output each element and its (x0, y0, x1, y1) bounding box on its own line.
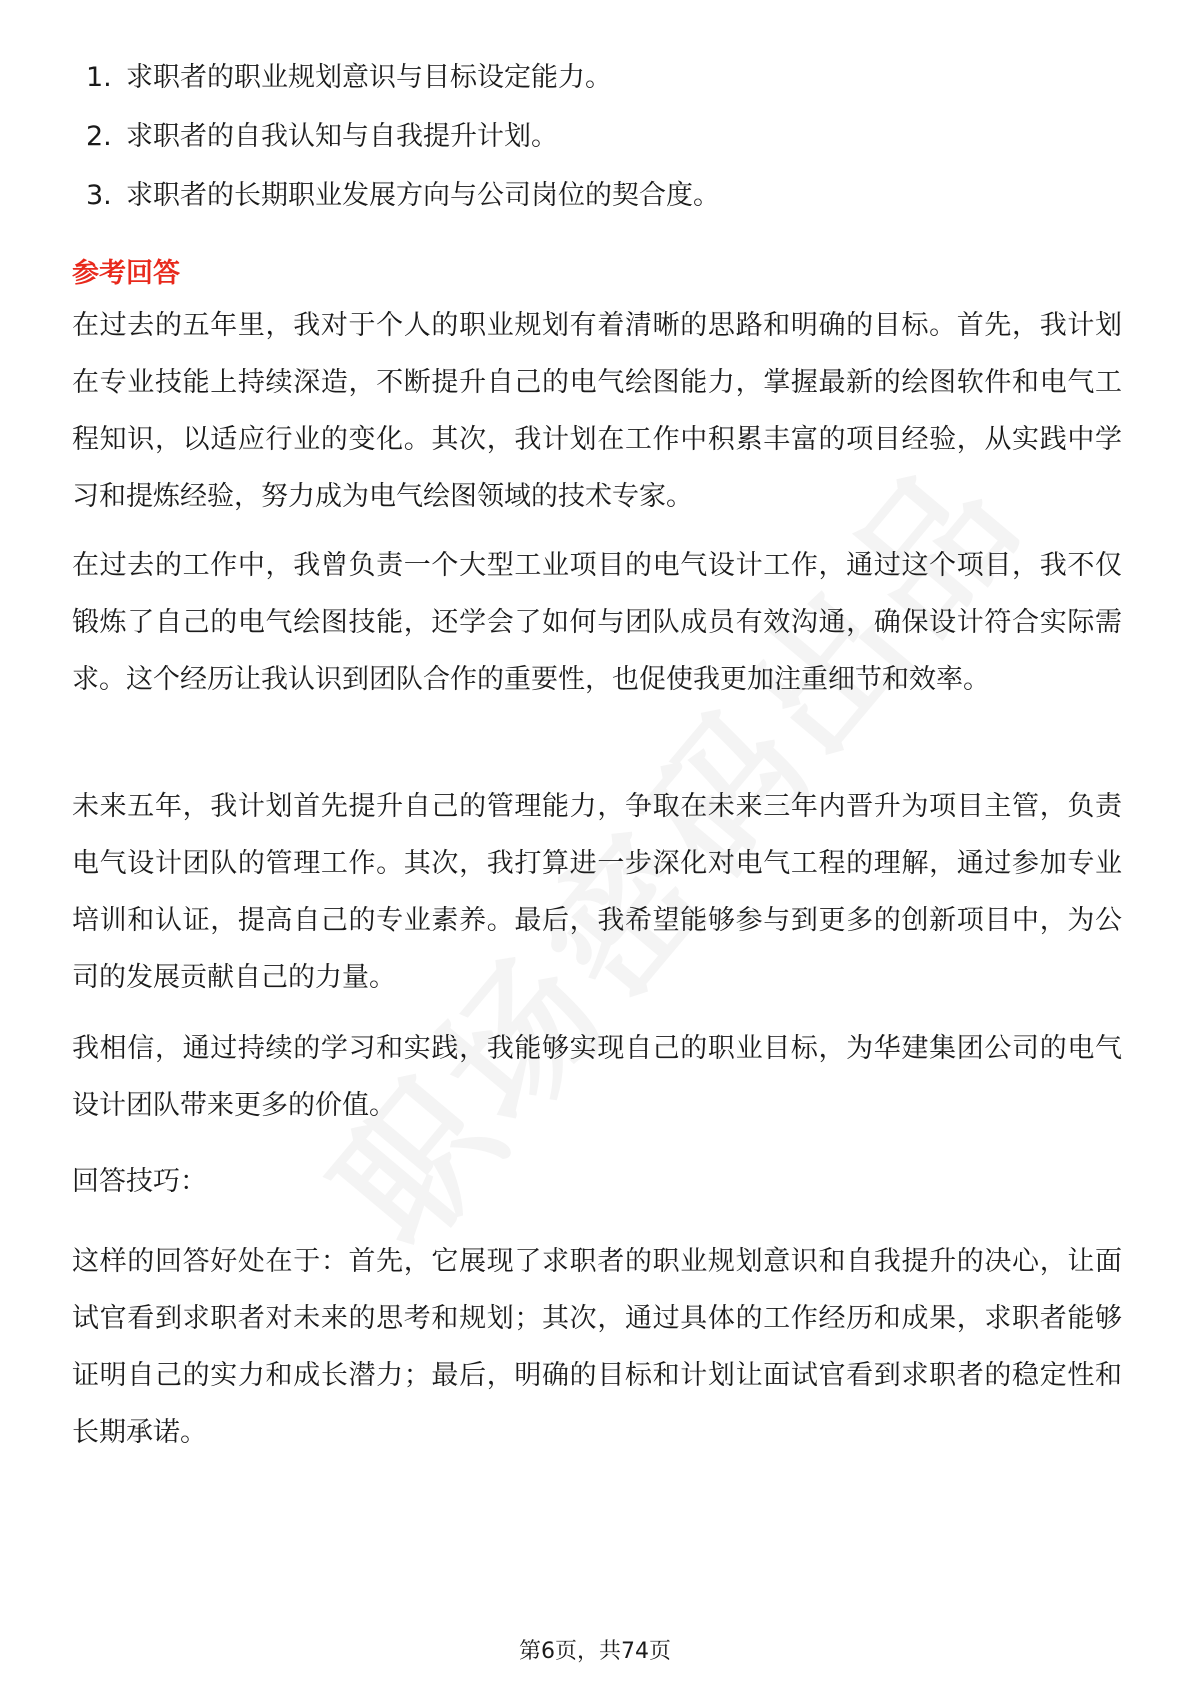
list-text: 求职者的职业规划意识与目标设定能力。 (126, 62, 612, 93)
evaluation-list (86, 60, 1116, 237)
list-number: 3. (86, 180, 112, 211)
answer-paragraph: 在过去的五年里，我对于个人的职业规划有着清晰的思路和明确的目标。首先，我计划在专业技能上持续深造，不断提升自己的电气绘图能力，掌握最新的绘图软件和电气工程知识，以适应行业的变化。其次，我计划在工作中积累丰富的项目经验，从实践中学习和提炼经验，努力成为电气绘图领域的技术专家。 (72, 310, 1122, 512)
list-number: 1. (86, 62, 112, 93)
answer-paragraph: 未来五年，我计划首先提升自己的管理能力，争取在未来三年内晋升为项目主管，负责电气设计团队的管理工作。其次，我打算进一步深化对电气工程的理解，通过参加专业培训和认证，提高自己的专业素养。最后，我希望能够参与到更多的创新项目中，为公司的发展贡献自己的力量。 (72, 791, 1122, 993)
tips-paragraph: 这样的回答好处在于：首先，它展现了求职者的职业规划意识和自我提升的决心，让面试官看到求职者对未来的思考和规划；其次，通过具体的工作经历和成果，求职者能够证明自己的实力和成长潜力；最后，明确的目标和计划让面试官看到求职者的稳定性和长期承诺。 (72, 1246, 1122, 1448)
answer-paragraph: 我相信，通过持续的学习和实践，我能够实现自己的职业目标，为华建集团公司的电气设计团队带来更多的价值。 (72, 1033, 1122, 1121)
answer-paragraph: 在过去的工作中，我曾负责一个大型工业项目的电气设计工作，通过这个项目，我不仅锻炼了自己的电气绘图技能，还学会了如何与团队成员有效沟通，确保设计符合实际需求。这个经历让我认识到团队合作的重要性，也促使我更加注重细节和效率。 (72, 550, 1122, 695)
reference-answer-heading: 参考回答 (72, 258, 180, 289)
list-item (86, 178, 1116, 214)
tips-heading: 回答技巧： (72, 1166, 207, 1197)
list-item (86, 60, 1116, 96)
list-number: 2. (86, 121, 112, 152)
list-text: 求职者的长期职业发展方向与公司岗位的契合度。 (126, 180, 720, 211)
page-number: 第6页，共74页 (519, 1639, 671, 1664)
list-item (86, 119, 1116, 155)
list-text: 求职者的自我认知与自我提升计划。 (126, 121, 558, 152)
